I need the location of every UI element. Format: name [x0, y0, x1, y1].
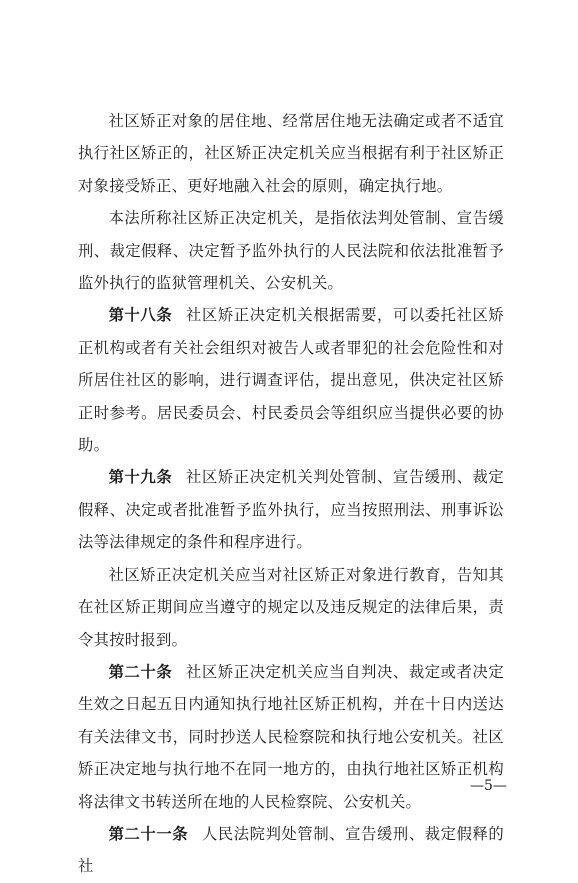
article-21-heading: 第二十一条 — [108, 824, 189, 843]
paragraph-1: 社区矫正对象的居住地、经常居住地无法确定或者不适宜执行社区矫正的，社区矫正决定机关应当根据有利于社区矫正对象接受矫正、更好地融入社会的原则，确定执行地。 — [78, 112, 504, 195]
page-number: —5— — [470, 778, 507, 794]
article-18-paragraph: 第十八条 社区矫正决定机关根据需要，可以委托社区矫正机构或者有关社会组织对被告人或者罪犯的社会危险性和对所居住社区的影响，进行调查评估，提出意见，供决定社区矫正时参考。居民委员会、村民委员会等组织应当提供必要的协助。 — [78, 306, 504, 455]
body-text — [78, 105, 504, 883]
paragraph-5: 社区矫正决定机关应当对社区矫正对象进行教育，告知其在社区矫正期间应当遵守的规定以及违反规定的法律后果，责令其按时报到。 — [78, 565, 504, 649]
article-21-paragraph: 第二十一条 人民法院判处管制、宣告缓刑、裁定假释的社 — [78, 824, 504, 876]
article-20-heading: 第二十条 — [108, 662, 173, 681]
paragraph-2: 本法所称社区矫正决定机关，是指依法判处管制、宣告缓刑、裁定假释、决定暂予监外执行的人民法院和依法批准暂予监外执行的监狱管理机关、公安机关。 — [78, 209, 504, 293]
article-19-paragraph: 第十九条 社区矫正决定机关判处管制、宣告缓刑、裁定假释、决定或者批准暂予监外执行，应当按照刑法、刑事诉讼法等法律规定的条件和程序进行。 — [78, 468, 504, 552]
article-20-paragraph: 第二十条 社区矫正决定机关应当自判决、裁定或者决定生效之日起五日内通知执行地社区矫正机构，并在十日内送达有关法律文书，同时抄送人民检察院和执行地公安机关。社区矫正决定地与执行地不在同一地方的，由执行地社区矫正机构将法律文书转送所在地的人民检察院、公安机关。 — [78, 662, 504, 811]
article-19-heading: 第十九条 — [108, 468, 173, 487]
article-18-heading: 第十八条 — [108, 306, 173, 325]
